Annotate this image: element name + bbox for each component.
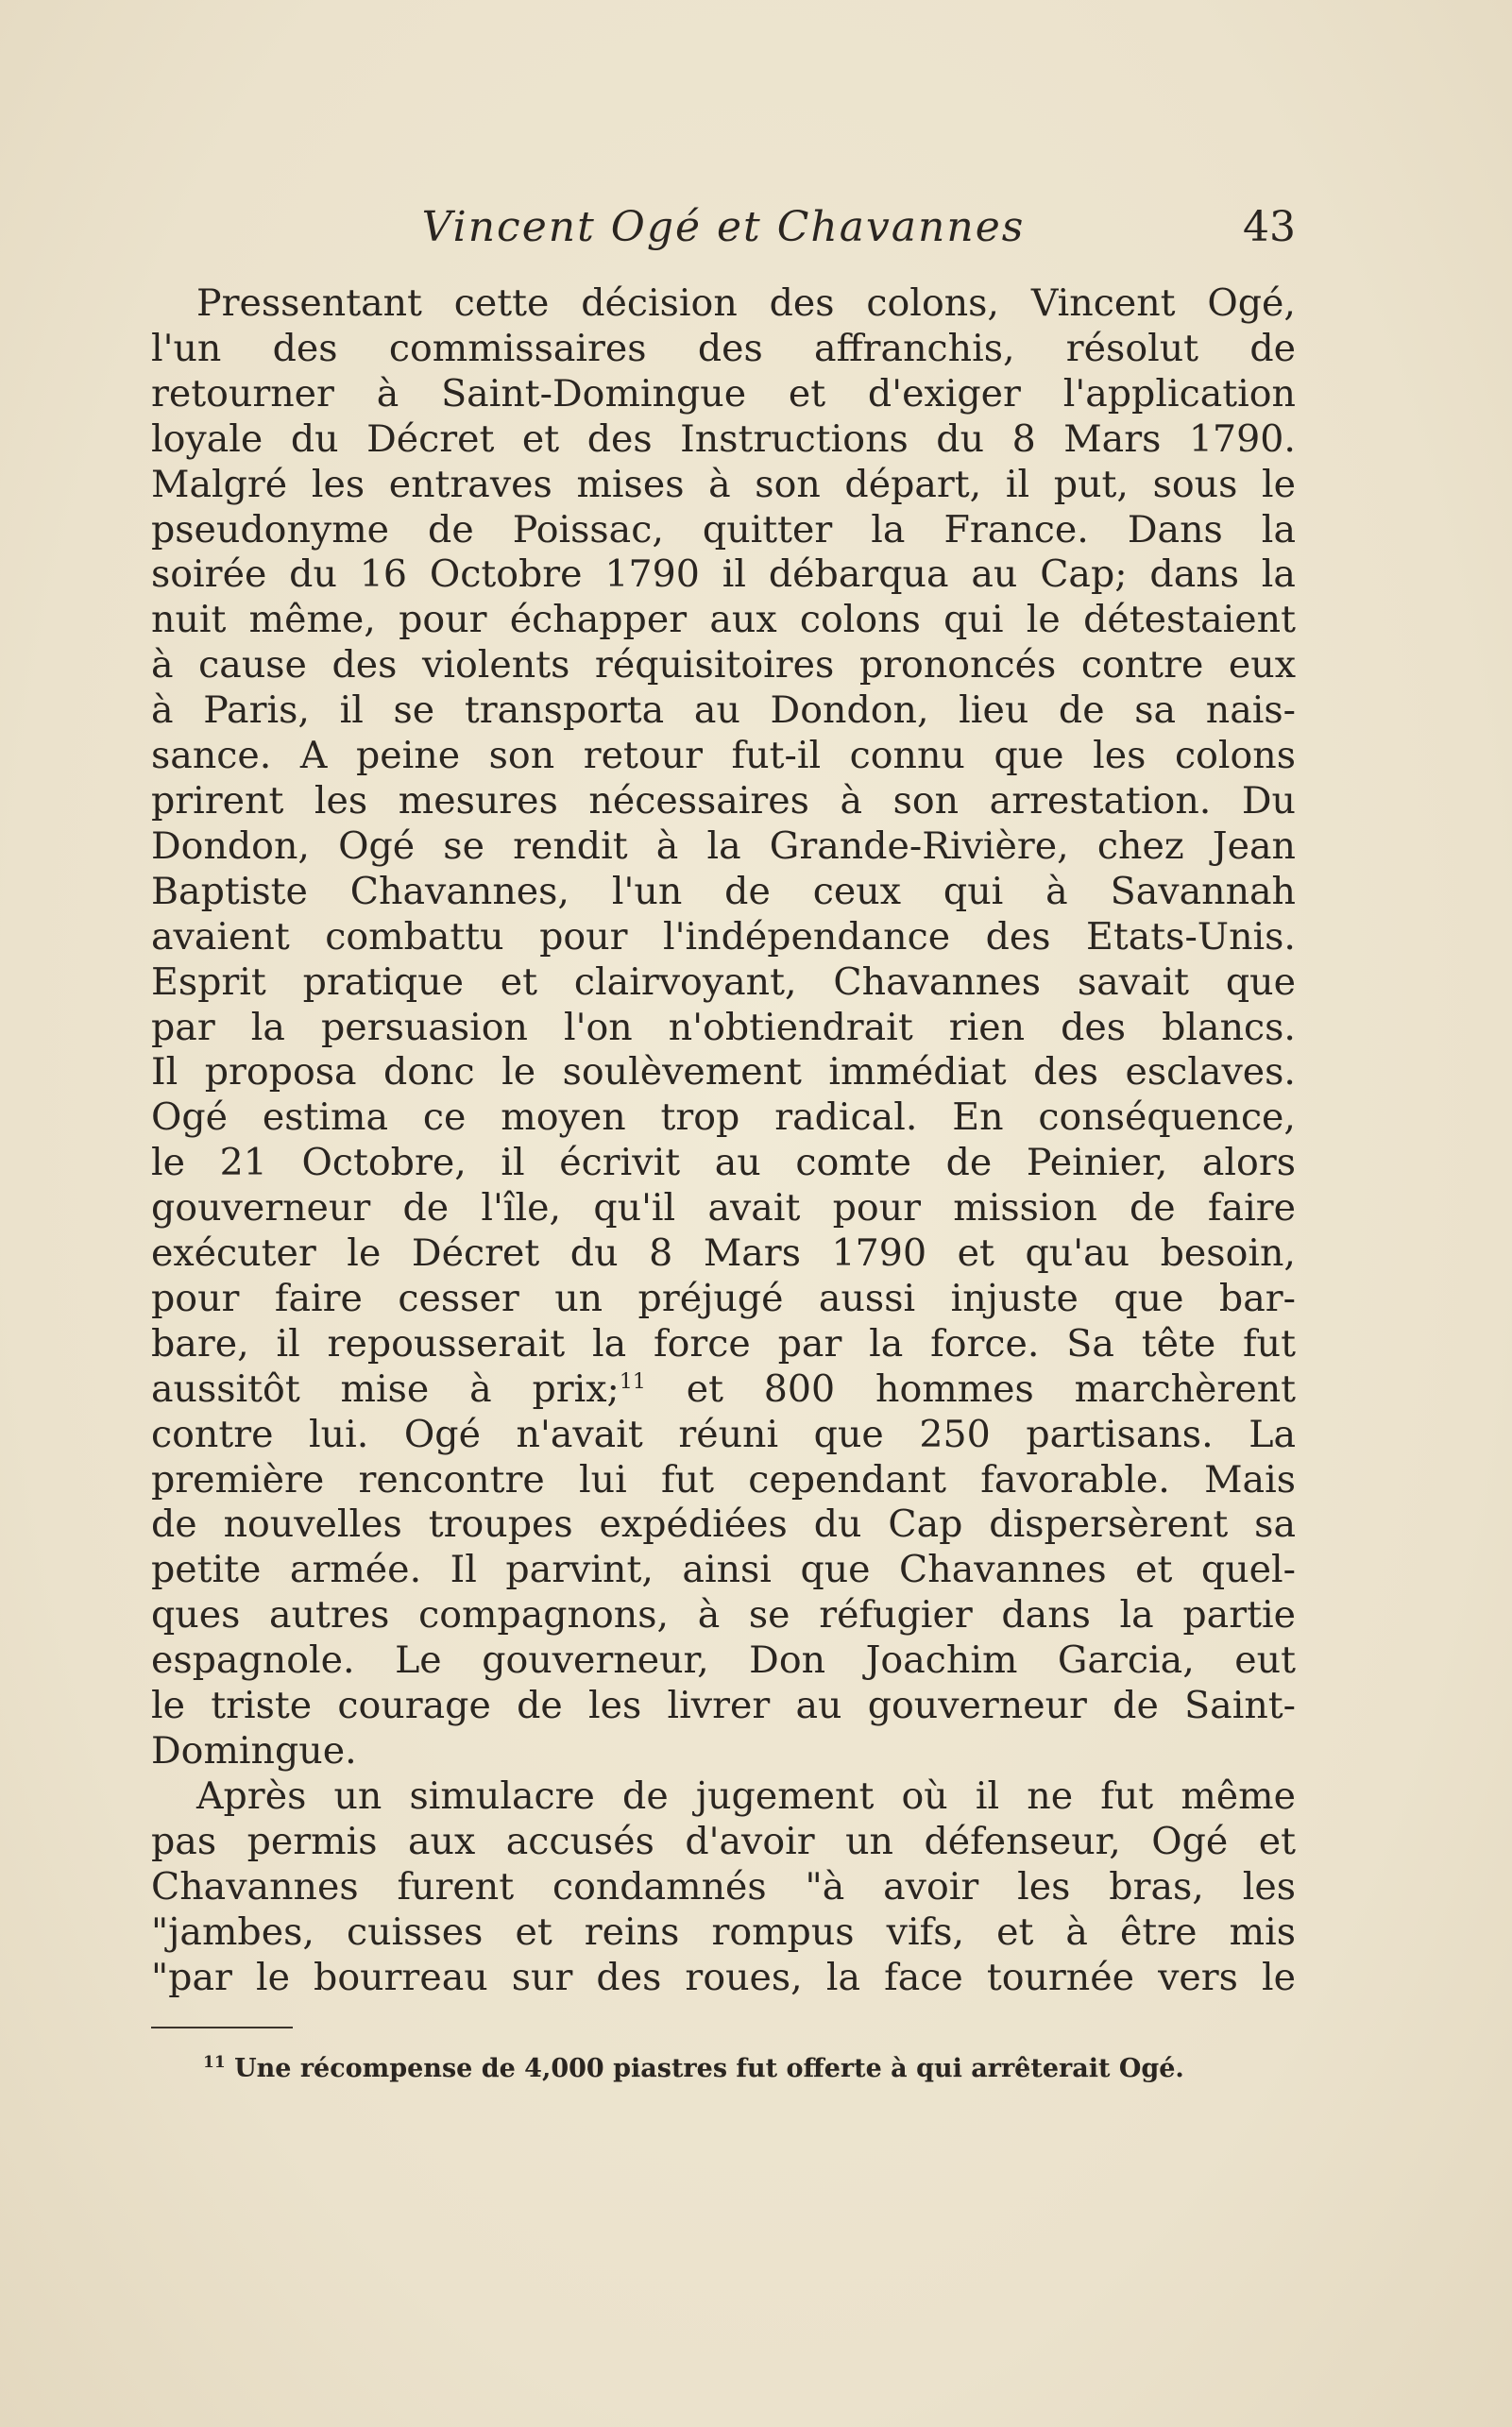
text-line: le triste courage de les livrer au gouverneur de Saint- xyxy=(151,1684,1296,1728)
text-line: pseudonyme de Poissac, quitter la France. Dans la xyxy=(151,507,1296,552)
text-line: l'un des commissaires des affranchis, résolut de xyxy=(151,326,1296,370)
text-line: Baptiste Chavannes, l'un de ceux qui à Savannah xyxy=(151,869,1296,913)
text-line: de nouvelles troupes expédiées du Cap dispersèrent sa xyxy=(151,1502,1296,1547)
text-line: à Paris, il se transporta au Dondon, lieu de sa nais- xyxy=(151,688,1296,733)
text-line: prirent les mesures nécessaires à son arrestation. Du xyxy=(151,778,1296,823)
text-line: exécuter le Décret du 8 Mars 1790 et qu'au besoin, xyxy=(151,1231,1296,1276)
text-line: "jambes, cuisses et reins rompus vifs, et à être mis xyxy=(151,1909,1296,1954)
text-line: par la persuasion l'on n'obtiendrait rien des blancs. xyxy=(151,1005,1296,1049)
text-line: Pressentant cette décision des colons, Vincent Ogé, xyxy=(196,281,1296,325)
text-line: à cause des violents réquisitoires prononcés contre eux xyxy=(151,643,1296,687)
text-line: loyale du Décret et des Instructions du 8 Mars 1790. xyxy=(151,416,1296,461)
text-line: bare, il repousserait la force par la force. Sa tête fut xyxy=(151,1321,1296,1366)
text-line: Après un simulacre de jugement où il ne fut même xyxy=(196,1774,1296,1818)
text-line: petite armée. Il parvint, ainsi que Chavannes et quel- xyxy=(151,1548,1296,1592)
text-segment: aussitôt mise à prix; xyxy=(151,1366,620,1411)
text-line: espagnole. Le gouverneur, Don Joachim Garcia, eut xyxy=(151,1638,1296,1683)
text-line: le 21 Octobre, il écrivit au comte de Peinier, alors xyxy=(151,1141,1296,1185)
running-head xyxy=(151,203,1296,260)
text-line: gouverneur de l'île, qu'il avait pour mission de faire xyxy=(151,1186,1296,1230)
running-title: Vincent Ogé et Chavannes xyxy=(421,203,1026,251)
footnote-number: 11 xyxy=(203,2053,226,2072)
text-line: pas permis aux accusés d'avoir un défenseur, Ogé et xyxy=(151,1819,1296,1863)
text-line: Ogé estima ce moyen trop radical. En conséquence, xyxy=(151,1095,1296,1140)
text-line: contre lui. Ogé n'avait réuni que 250 partisans. La xyxy=(151,1412,1296,1456)
text-segment: et 800 hommes marchèrent xyxy=(686,1366,1297,1411)
footnote xyxy=(203,2054,1296,2083)
text-line: Domingue. xyxy=(151,1729,357,1773)
text-line: "par le bourreau sur des roues, la face tournée vers le xyxy=(151,1955,1296,1999)
body-text xyxy=(151,281,1296,2000)
text-line: Chavannes furent condamnés "à avoir les bras, les xyxy=(151,1864,1296,1909)
footnote-reference: 11 xyxy=(619,1369,646,1394)
text-line: avaient combattu pour l'indépendance des Etats-Unis. xyxy=(151,914,1296,959)
text-line: retourner à Saint-Domingue et d'exiger l'application xyxy=(151,371,1296,416)
text-line: ques autres compagnons, à se réfugier dans la partie xyxy=(151,1593,1296,1638)
footnote-text: Une récompense de 4,000 piastres fut offerte à qui arrêterait Ogé. xyxy=(234,2054,1184,2083)
text-line: Dondon, Ogé se rendit à la Grande-Rivière, chez Jean xyxy=(151,823,1296,868)
text-line: première rencontre lui fut cependant favorable. Mais xyxy=(151,1457,1296,1502)
text-line: soirée du 16 Octobre 1790 il débarqua au Cap; dans la xyxy=(151,552,1296,597)
footnote-divider xyxy=(151,2027,293,2028)
text-line: Il proposa donc le soulèvement immédiat des esclaves. xyxy=(151,1050,1296,1095)
text-line: Malgré les entraves mises à son départ, il put, sous le xyxy=(151,462,1296,506)
page-number: 43 xyxy=(1243,203,1296,251)
text-line: pour faire cesser un préjugé aussi injuste que bar- xyxy=(151,1276,1296,1320)
text-line: nuit même, pour échapper aux colons qui le détestaient xyxy=(151,598,1296,642)
text-line-with-note xyxy=(151,1367,1296,1413)
text-line: sance. A peine son retour fut-il connu que les colons xyxy=(151,734,1296,778)
text-line: Esprit pratique et clairvoyant, Chavannes savait que xyxy=(151,959,1296,1004)
